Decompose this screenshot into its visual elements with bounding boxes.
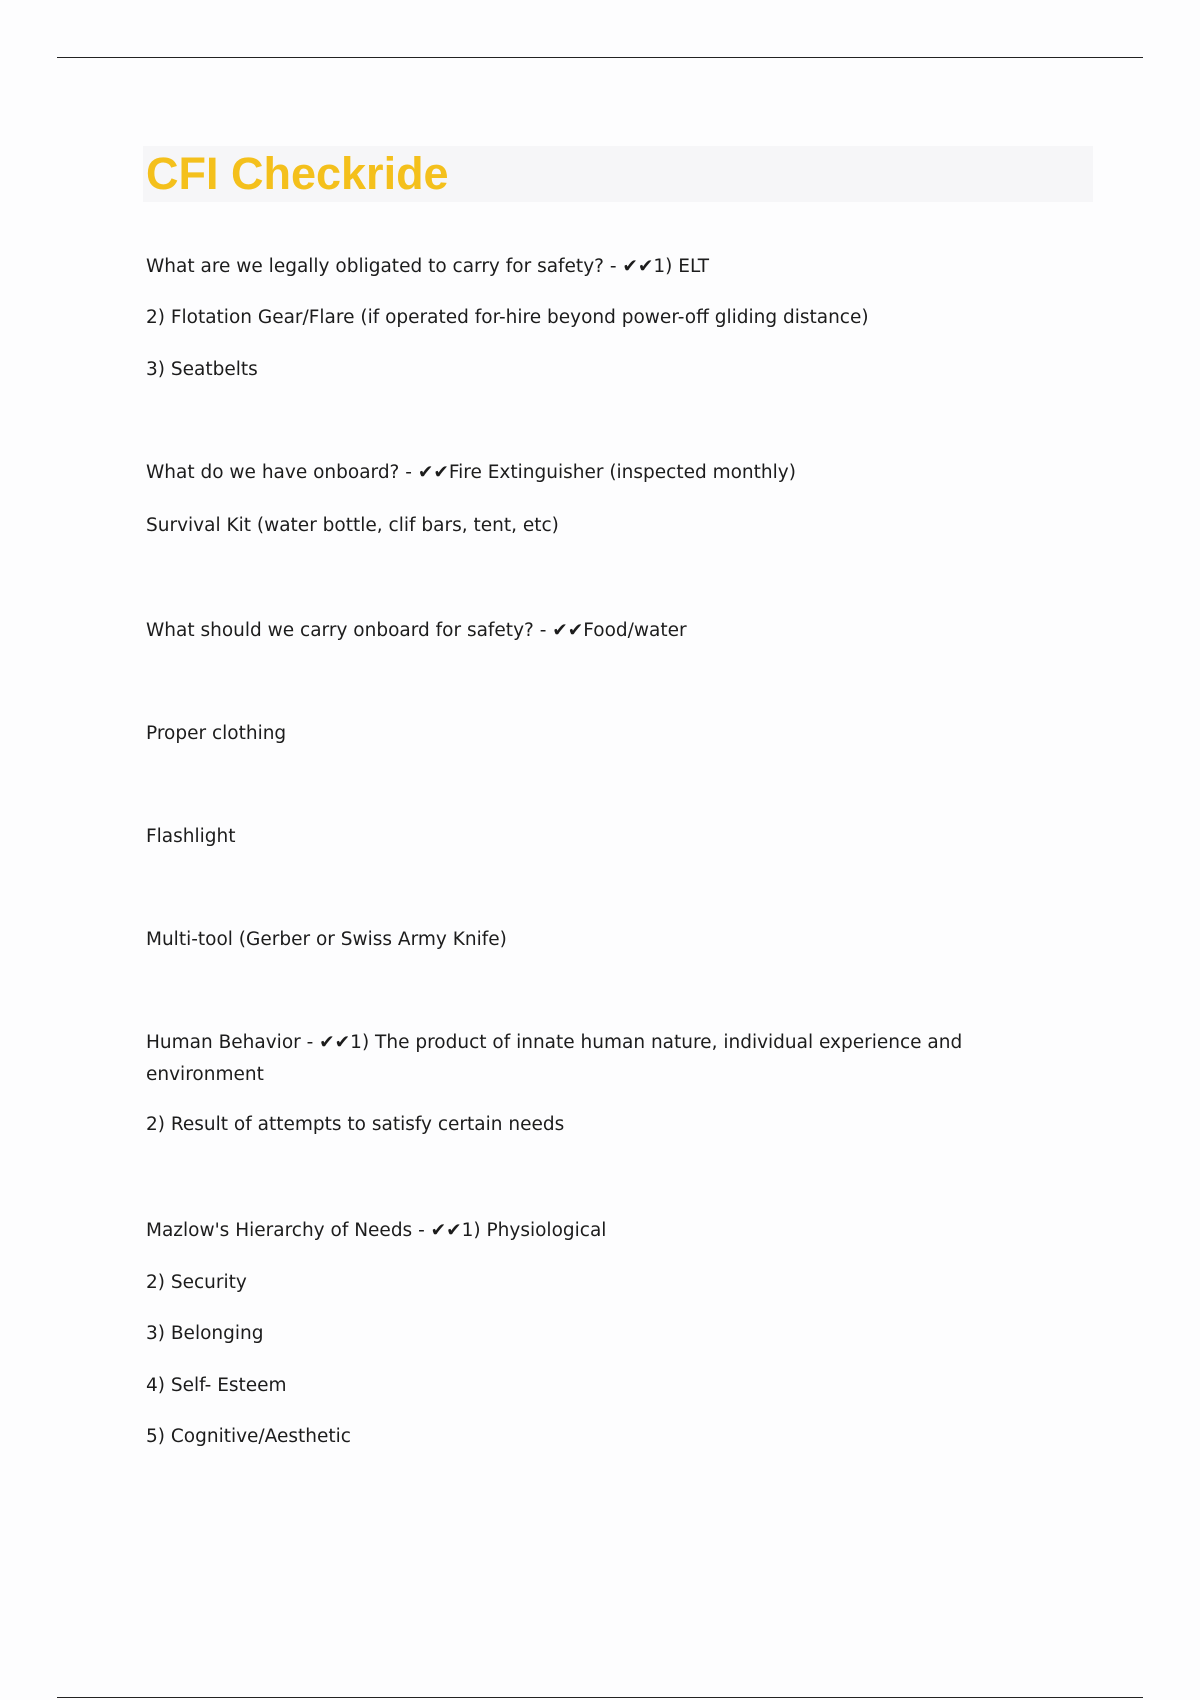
- document-title: CFI Checkride: [146, 148, 449, 199]
- qa-line: What are we legally obligated to carry for safety? - ✔✔1) ELT: [146, 256, 710, 277]
- qa-line: 3) Belonging: [146, 1323, 264, 1344]
- qa-line: What should we carry onboard for safety? - ✔✔Food/water: [146, 620, 687, 641]
- header-rule: [57, 57, 1143, 58]
- qa-line: 2) Flotation Gear/Flare (if operated for-hire beyond power-off gliding distance): [146, 307, 869, 328]
- qa-line: 4) Self- Esteem: [146, 1375, 287, 1396]
- qa-line: Human Behavior - ✔✔1) The product of innate human nature, individual experience and environment: [146, 1032, 963, 1085]
- qa-line: Mazlow's Hierarchy of Needs - ✔✔1) Physiological: [146, 1220, 607, 1241]
- qa-line: Proper clothing: [146, 723, 287, 744]
- qa-line: 3) Seatbelts: [146, 359, 258, 380]
- qa-line: Flashlight: [146, 826, 236, 847]
- qa-line: 5) Cognitive/Aesthetic: [146, 1426, 351, 1447]
- footer-rule: [57, 1697, 1143, 1698]
- qa-line: Survival Kit (water bottle, clif bars, tent, etc): [146, 515, 559, 536]
- qa-line: 2) Result of attempts to satisfy certain needs: [146, 1114, 565, 1135]
- qa-line: Multi-tool (Gerber or Swiss Army Knife): [146, 929, 507, 950]
- qa-line: What do we have onboard? - ✔✔Fire Extinguisher (inspected monthly): [146, 462, 796, 483]
- qa-line: 2) Security: [146, 1272, 247, 1293]
